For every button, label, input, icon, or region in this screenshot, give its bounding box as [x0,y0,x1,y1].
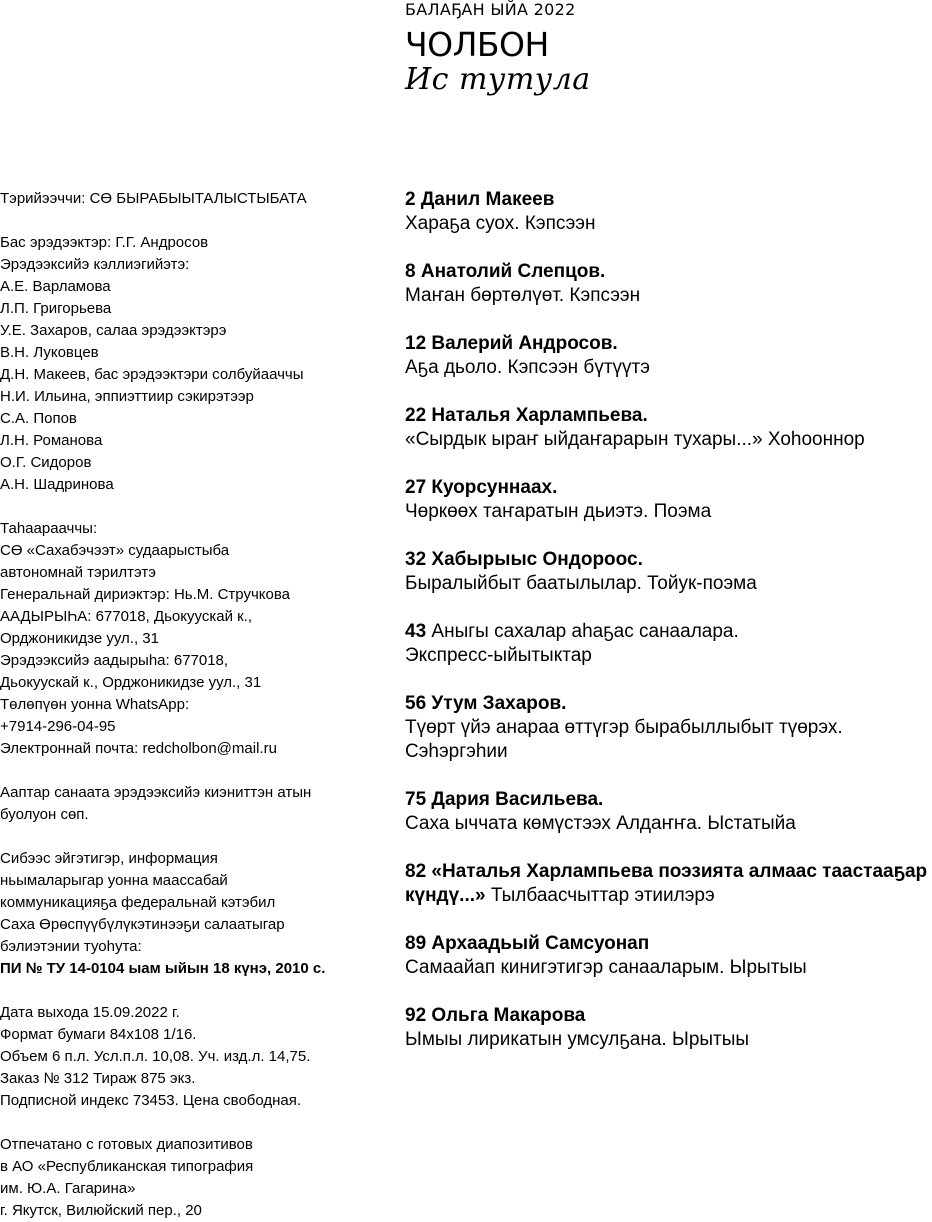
toc-entry [405,932,932,980]
imprint-line: Д.Н. Макеев, бас эрэдээктэри солбуйааччы [0,366,304,383]
toc-entry [405,332,932,380]
imprint-line: им. Ю.А. Гагарина» [0,1180,136,1197]
imprint-line: Эрэдээксийэ аадырыһа: 677018, [0,652,229,669]
toc-entry-heading: 56 Утум Захаров. [405,693,567,714]
issue-line: БАЛАҔАН ЫЙА 2022 [405,0,576,19]
toc-entry-title-inline: Тылбаасчыттар этиилэрэ [485,885,715,906]
toc-entry-title: Саха ыччата көмүстээх Алдаҥҥа. Ыстатыйа [405,813,796,834]
reprint-note [0,782,395,826]
imprint-line: У.Е. Захаров, салаа эрэдээктэрэ [0,322,227,339]
toc-entry-title: Быралыйбыт баатылылар. Тойук-поэма [405,573,757,594]
registration-number: ПИ № ТУ 14-0104 ыам ыйын 18 күнэ, 2010 с. [0,960,326,977]
toc-entry-heading: 75 Дария Васильева. [405,789,604,810]
imprint-line: бэлиэтэнии туоһута: [0,938,142,955]
toc-entry-heading: 32 Хабырыыс Ондороос. [405,549,643,570]
toc-entry-title: Сэһэргэһии [405,741,508,762]
imprint-line: ААДЫРЫҺА: 677018, Дьокуускай к., [0,608,253,625]
toc-entry-title: Хараҕа суох. Кэпсээн [405,213,596,234]
toc-entry-title: «Сырдык ыраҥ ыйдаҥарарын тухары...» Хоһооннор [405,429,865,450]
toc-entry-heading: 92 Ольга Макарова [405,1005,586,1026]
editors-block [0,232,395,496]
imprint-line: Н.И. Ильина, эппиэттиир сэкирэтээр [0,388,254,405]
imprint-line: Төлөпүөн уонна WhatsApp: [0,696,190,713]
imprint-line: Дата выхода 15.09.2022 г. [0,1004,180,1021]
magazine-subtitle: Ис тутула [405,62,591,97]
toc-entry [405,260,932,308]
imprint-line: +7914-296-04-95 [0,718,116,735]
toc-entry-heading: 89 Архаадьый Самсуонап [405,933,650,954]
imprint-line: В.Н. Луковцев [0,344,99,361]
imprint-line: Заказ № 312 Тираж 875 экз. [0,1070,196,1087]
imprint-line: Электроннай почта: redcholbon@mail.ru [0,740,277,757]
registration-block [0,848,395,958]
imprint-line: ньымаларыгар уонна маассабай [0,872,228,889]
toc-entry-title: Түөрт үйэ анараа өттүгэр бырабыллыбыт түөрэх. [405,717,843,738]
imprint-line: Формат бумаги 84х108 1/16. [0,1026,197,1043]
toc-entry [405,860,932,908]
toc-entry-heading: 82 «Наталья Харлампьева поэзията алмаас таастааҕар [405,861,928,882]
toc-entry-title: Ымыы лирикатын умсулҕана. Ырытыы [405,1029,750,1050]
imprint-line: г. Якутск, Вилюйский пер., 20 [0,1202,202,1219]
imprint-line: Бас эрэдээктэр: Г.Г. Андросов [0,234,209,251]
imprint-line: Генеральнай дириэктэр: Нь.М. Стручкова [0,586,291,603]
toc-entry-title: Маҥан бөртөлүөт. Кэпсээн [405,285,641,306]
imprint-line: А.Н. Шадринова [0,476,114,493]
imprint-line: СӨ «Сахабэчээт» судаарыстыба [0,542,230,559]
toc-entry [405,476,932,524]
imprint-line: Саха Өрөспүүбүлүкэтинээҕи салаатыгар [0,916,285,933]
masthead [405,0,925,97]
imprint-line: О.Г. Сидоров [0,454,92,471]
imprint-line: Отпечатано с готовых диапозитивов [0,1136,253,1153]
toc-entry-heading: 27 Куорсуннаах. [405,477,558,498]
imprint-line: в АО «Республиканская типография [0,1158,254,1175]
imprint-line: Л.Н. Романова [0,432,103,449]
imprint-line: Ааптар санаата эрэдээксийэ киэниттэн атын [0,784,312,801]
toc-entry [405,620,932,668]
toc-entry-heading: 2 Данил Макеев [405,189,555,210]
toc-entry [405,548,932,596]
toc-entry-title: Экспресс-ыйытыктар [405,645,592,666]
imprint-line: Сибээс эйгэтигэр, информация [0,850,218,867]
imprint-column [0,188,395,1222]
table-of-contents [405,188,932,1076]
imprint-line: Подписной индекс 73453. Цена свободная. [0,1092,302,1109]
imprint-line: Объем 6 п.л. Усл.п.л. 10,08. Уч. изд.л. 14,75. [0,1048,311,1065]
imprint-line: автономнай тэрилтэтэ [0,564,156,581]
imprint-line: Дьокуускай к., Орджоникидзе уул., 31 [0,674,262,691]
toc-entry-heading: 22 Наталья Харлампьева. [405,405,648,426]
publisher-block [0,518,395,760]
imprint-line: буолуон сөп. [0,806,89,823]
imprint-line: Орджоникидзе уул., 31 [0,630,159,647]
toc-entry-heading-cont: күндү...» [405,885,486,906]
imprint-line: Эрэдээксийэ кэллиэгийэтэ: [0,256,190,273]
imprint-line: коммуникацияҕа федеральнай кэтэбил [0,894,276,911]
founder-line: Тэрийээччи: СӨ БЫРАБЫЫТАЛЫСТЫБАТА [0,190,307,207]
imprint-line: А.Е. Варламова [0,278,111,295]
toc-entry-title-inline: Аныгы сахалар аһаҕас санаалара. [426,621,739,642]
imprint-line: Л.П. Григорьева [0,300,112,317]
toc-entry [405,188,932,236]
toc-entry-heading: 43 [405,621,427,642]
toc-entry [405,692,932,764]
toc-entry-title: Чөркөөх таҥаратын дьиэтэ. Поэма [405,501,712,522]
toc-entry [405,788,932,836]
imprint-line: С.А. Попов [0,410,77,427]
toc-entry-heading: 12 Валерий Андросов. [405,333,618,354]
toc-entry-title: Самаайап кинигэтигэр санааларым. Ырытыы [405,957,807,978]
toc-entry [405,404,932,452]
printer-block [0,1134,395,1222]
toc-entry-heading: 8 Анатолий Слепцов. [405,261,606,282]
toc-entry-title: Аҕа дьоло. Кэпсээн бүтүүтэ [405,357,650,378]
imprint-line: Таһаарааччы: [0,520,98,537]
magazine-title: ЧОЛБОН [405,25,549,64]
toc-entry [405,1004,932,1052]
print-info-block [0,1002,395,1112]
